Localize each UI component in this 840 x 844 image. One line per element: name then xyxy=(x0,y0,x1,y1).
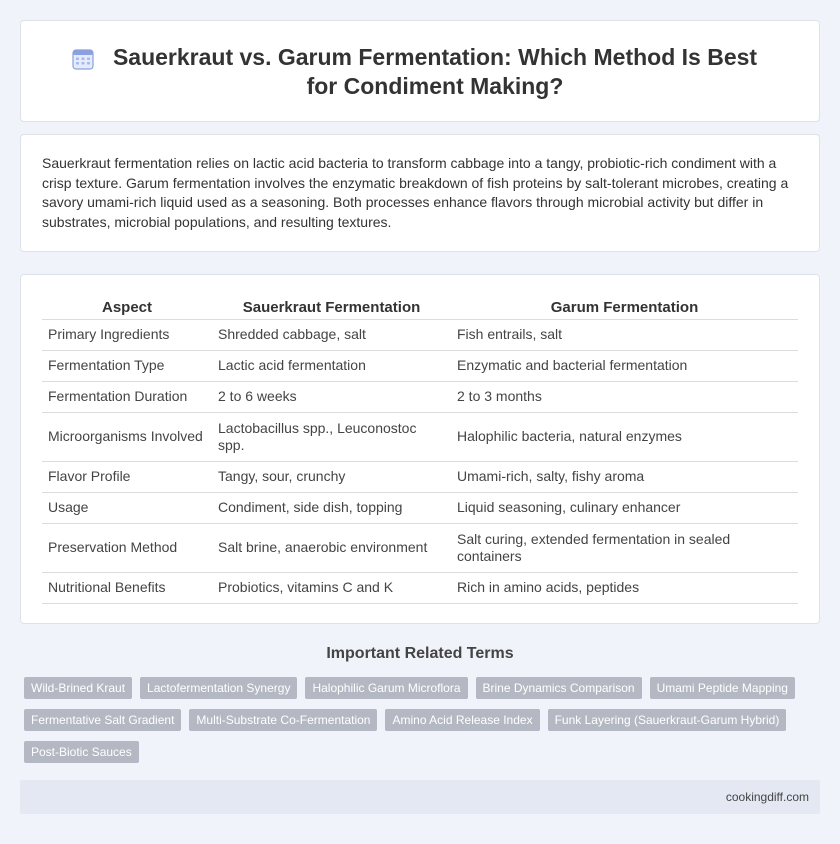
intro-card xyxy=(20,134,820,252)
page-title: Sauerkraut vs. Garum Fermentation: Which Method Is Best for Condiment Making? xyxy=(112,44,758,99)
table-cell-aspect: Fermentation Duration xyxy=(42,381,212,412)
table-cell-sauerkraut: Lactobacillus spp., Leuconostoc spp. xyxy=(212,412,451,461)
related-term-tag[interactable]: Amino Acid Release Index xyxy=(385,709,539,731)
table-cell-sauerkraut: Tangy, sour, crunchy xyxy=(212,461,451,492)
table-row xyxy=(42,572,798,603)
related-term-tag[interactable]: Halophilic Garum Microflora xyxy=(305,677,467,699)
header-garum: Garum Fermentation xyxy=(451,297,798,319)
related-terms-list xyxy=(24,677,814,763)
intro-paragraph: Sauerkraut fermentation relies on lactic acid bacteria to transform cabbage into a tangy, probiotic-rich condiment with a crisp texture. Garum fermentation involves the enzymatic breakdown of fish proteins by salt-tolerant microbes, creating a savory umami-rich liquid used as a seasoning. Both processes enhance flavors through microbial activity but differ in substrates, microbial populations, and resulting textures. xyxy=(42,155,789,230)
related-term-tag[interactable]: Lactofermentation Synergy xyxy=(140,677,297,699)
table-cell-sauerkraut: Probiotics, vitamins C and K xyxy=(212,572,451,603)
related-term-tag[interactable]: Post-Biotic Sauces xyxy=(24,741,139,763)
header-aspect: Aspect xyxy=(42,297,212,319)
table-cell-sauerkraut: 2 to 6 weeks xyxy=(212,381,451,412)
related-term-tag[interactable]: Umami Peptide Mapping xyxy=(650,677,795,699)
table-cell-aspect: Nutritional Benefits xyxy=(42,572,212,603)
related-term-tag[interactable]: Fermentative Salt Gradient xyxy=(24,709,181,731)
footer-site-link[interactable]: cookingdiff.com xyxy=(725,790,809,804)
table-cell-sauerkraut: Shredded cabbage, salt xyxy=(212,319,451,350)
related-terms-heading: Important Related Terms xyxy=(326,645,514,662)
table-cell-garum: Liquid seasoning, culinary enhancer xyxy=(451,492,798,523)
table-cell-garum: Enzymatic and bacterial fermentation xyxy=(451,350,798,381)
table-cell-garum: 2 to 3 months xyxy=(451,381,798,412)
related-term-tag[interactable]: Wild-Brined Kraut xyxy=(24,677,132,699)
table-cell-aspect: Fermentation Type xyxy=(42,350,212,381)
table-cell-sauerkraut: Lactic acid fermentation xyxy=(212,350,451,381)
table-row xyxy=(42,523,798,572)
table-header-row xyxy=(42,297,798,319)
table-cell-aspect: Flavor Profile xyxy=(42,461,212,492)
header-sauerkraut: Sauerkraut Fermentation xyxy=(212,297,451,319)
comparison-table xyxy=(42,297,798,604)
table-cell-garum: Halophilic bacteria, natural enzymes xyxy=(451,412,798,461)
table-cell-sauerkraut: Condiment, side dish, topping xyxy=(212,492,451,523)
table-cell-aspect: Preservation Method xyxy=(42,523,212,572)
related-term-tag[interactable]: Brine Dynamics Comparison xyxy=(476,677,642,699)
table-cell-garum: Salt curing, extended fermentation in sealed containers xyxy=(451,523,798,572)
table-row xyxy=(42,381,798,412)
table-row xyxy=(42,319,798,350)
table-row xyxy=(42,461,798,492)
table-cell-aspect: Primary Ingredients xyxy=(42,319,212,350)
title-card xyxy=(20,20,820,122)
related-term-tag[interactable]: Funk Layering (Sauerkraut-Garum Hybrid) xyxy=(548,709,787,731)
table-cell-garum: Rich in amino acids, peptides xyxy=(451,572,798,603)
table-cell-aspect: Usage xyxy=(42,492,212,523)
related-term-tag[interactable]: Multi-Substrate Co-Fermentation xyxy=(189,709,377,731)
table-cell-garum: Umami-rich, salty, fishy aroma xyxy=(451,461,798,492)
table-row xyxy=(42,350,798,381)
table-row xyxy=(42,492,798,523)
footer xyxy=(20,780,820,814)
table-cell-sauerkraut: Salt brine, anaerobic environment xyxy=(212,523,451,572)
comparison-card xyxy=(20,274,820,624)
table-cell-aspect: Microorganisms Involved xyxy=(42,412,212,461)
table-cell-garum: Fish entrails, salt xyxy=(451,319,798,350)
table-row xyxy=(42,412,798,461)
